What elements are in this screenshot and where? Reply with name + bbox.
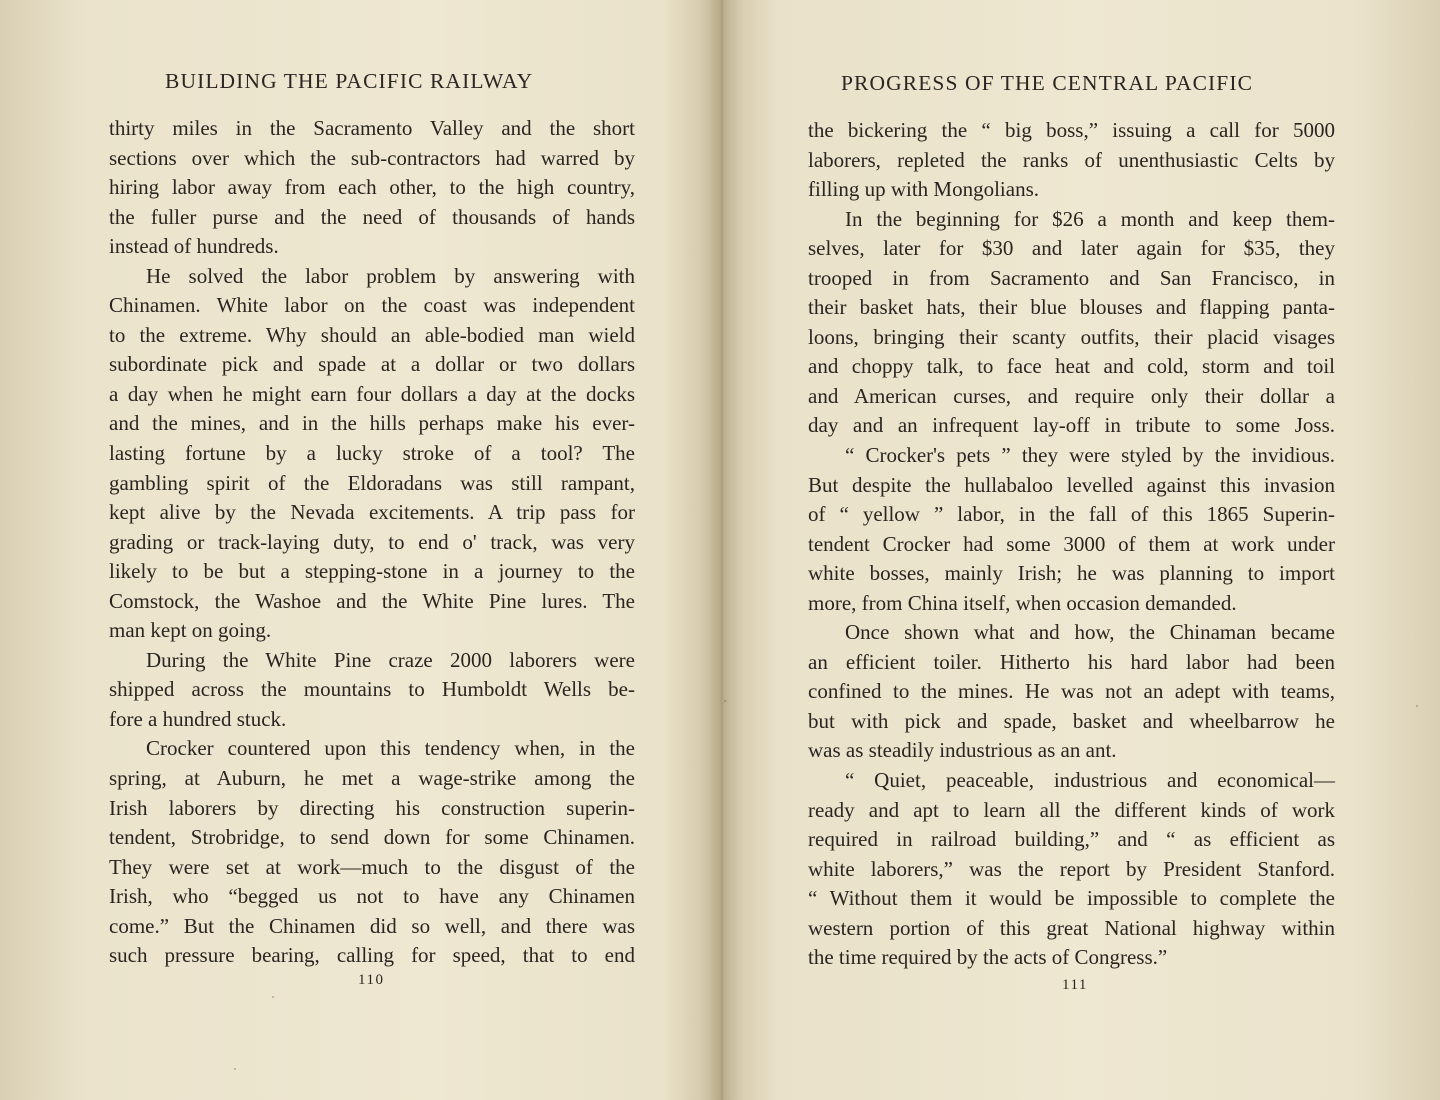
paper-speck: [234, 1068, 236, 1070]
text-line: lasting fortune by a lucky stroke of a tool? The: [109, 441, 635, 466]
text-line: loons, bringing their scanty outfits, their placid visages: [808, 324, 1335, 349]
text-line: such pressure bearing, calling for speed, that to end: [109, 943, 635, 968]
text-line: Irish, who “begged us not to have any Chinamen: [109, 884, 635, 909]
text-line: the bickering the “ big boss,” issuing a call for 5000: [808, 118, 1335, 142]
text-line: the fuller purse and the need of thousands of hands: [109, 204, 635, 229]
text-line: fore a hundred stuck.: [109, 706, 287, 731]
text-line: spring, at Auburn, he met a wage-strike among the: [109, 766, 635, 791]
text-line: and American curses, and require only their dollar a: [808, 383, 1335, 408]
text-line: white laborers,” was the report by President Stanford.: [808, 856, 1335, 881]
text-line: hiring labor away from each other, to the high country,: [109, 175, 635, 200]
right-page-number: 111: [1062, 977, 1088, 993]
text-line: a day when he might earn four dollars a day at the docks: [109, 381, 635, 406]
left-running-head: BUILDING THE PACIFIC RAILWAY: [165, 69, 534, 93]
left-body-text: [109, 114, 635, 971]
right-page: [720, 0, 1440, 1100]
text-line: was as steadily industrious as an ant.: [808, 738, 1117, 763]
text-line: tendent Crocker had some 3000 of them at work under: [808, 531, 1335, 556]
text-line: the time required by the acts of Congress.”: [808, 945, 1168, 970]
text-line: more, from China itself, when occasion demanded.: [808, 590, 1237, 615]
text-line: selves, later for $30 and later again for $35, they: [808, 236, 1335, 261]
text-line: western portion of this great National highway within: [808, 915, 1335, 940]
text-line: sections over which the sub-contractors had warred by: [109, 145, 635, 170]
text-line: and choppy talk, to face heat and cold, storm and toil: [808, 354, 1335, 379]
text-line: grading or track-laying duty, to end o' track, was very: [109, 529, 635, 554]
text-line: instead of hundreds.: [109, 234, 279, 259]
text-line: but with pick and spade, basket and wheelbarrow he: [808, 708, 1335, 733]
text-line: “ Crocker's pets ” they were styled by the invidious.: [845, 443, 1335, 468]
paper-speck: [724, 700, 726, 702]
text-line: required in railroad building,” and “ as efficient as: [808, 827, 1335, 852]
right-body-text: [808, 116, 1335, 973]
text-line: confined to the mines. He was not an adept with teams,: [808, 679, 1335, 704]
text-line: tendent, Strobridge, to send down for some Chinamen.: [109, 825, 635, 850]
text-line: filling up with Mongolians.: [808, 177, 1039, 202]
text-line: Chinamen. White labor on the coast was independent: [109, 293, 635, 318]
text-line: shipped across the mountains to Humboldt Wells be-: [109, 677, 635, 702]
text-line: Crocker countered upon this tendency when, in the: [146, 736, 635, 761]
text-line: day and an infrequent lay-off in tribute to some Joss.: [808, 413, 1335, 438]
text-line: and the mines, and in the hills perhaps make his ever-: [109, 411, 635, 436]
text-line: man kept on going.: [109, 618, 272, 643]
text-line: laborers, repleted the ranks of unenthusiastic Celts by: [808, 147, 1335, 172]
text-line: subordinate pick and spade at a dollar or two dollars: [109, 352, 635, 377]
text-line: to the extreme. Why should an able-bodied man wield: [109, 322, 635, 347]
text-line: “ Without them it would be impossible to complete the: [808, 886, 1335, 911]
text-line: trooped in from Sacramento and San Francisco, in: [808, 265, 1335, 290]
text-line: gambling spirit of the Eldoradans was still rampant,: [109, 470, 635, 495]
text-line: thirty miles in the Sacramento Valley and the short: [109, 116, 635, 140]
text-line: Once shown what and how, the Chinaman became: [845, 620, 1335, 645]
text-line: Irish laborers by directing his construction superin-: [109, 795, 635, 820]
left-page-number: 110: [358, 972, 385, 988]
text-line: “ Quiet, peaceable, industrious and economical—: [845, 768, 1335, 793]
right-running-head: PROGRESS OF THE CENTRAL PACIFIC: [841, 71, 1254, 95]
text-line: an efficient toiler. Hitherto his hard labor had been: [808, 649, 1335, 674]
text-line: Comstock, the Washoe and the White Pine lures. The: [109, 588, 635, 613]
text-line: white bosses, mainly Irish; he was planning to import: [808, 561, 1335, 586]
text-line: of “ yellow ” labor, in the fall of this 1865 Superin-: [808, 502, 1335, 527]
text-line: But despite the hullabaloo levelled against this invasion: [808, 472, 1335, 497]
text-line: He solved the labor problem by answering with: [146, 263, 635, 288]
text-line: They were set at work—much to the disgust of the: [109, 854, 635, 879]
text-line: likely to be but a stepping-stone in a journey to the: [109, 559, 635, 584]
text-line: In the beginning for $26 a month and keep them-: [845, 206, 1335, 231]
text-line: ready and apt to learn all the different kinds of work: [808, 797, 1335, 822]
paper-speck: [1416, 705, 1418, 707]
text-line: come.” But the Chinamen did so well, and there was: [109, 913, 635, 938]
text-line: During the White Pine craze 2000 laborers were: [146, 647, 635, 672]
paper-speck: [272, 996, 274, 998]
text-line: their basket hats, their blue blouses and flapping panta-: [808, 295, 1335, 320]
text-line: kept alive by the Nevada excitements. A trip pass for: [109, 500, 635, 525]
